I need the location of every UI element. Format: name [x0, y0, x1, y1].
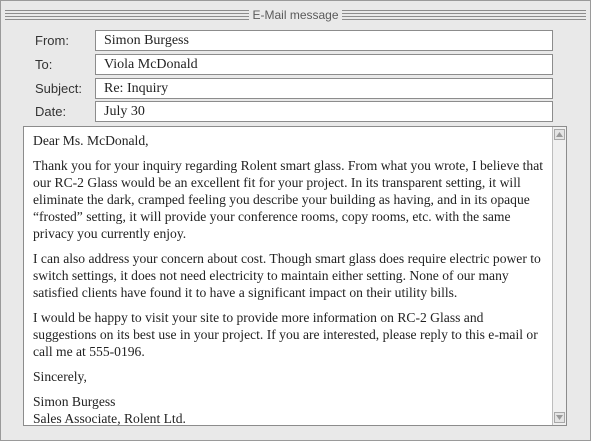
paragraph-1: Thank you for your inquiry regarding Rolent smart glass. From what you wrote, I believe that our RC-2 Glass would be an excellent fit for your project. In its transparent setting, it will eliminate the dark, cramped feeling you describe your building as having, and in its opaque “frosted” setting, it will provide your conference rooms, copy rooms, etc. with the same privacy you currently enjoy. [33, 158, 544, 241]
date-label: Date: [35, 104, 67, 119]
subject-row [25, 78, 553, 99]
date-row [25, 101, 553, 122]
title-stripes-left [5, 10, 249, 21]
message-text [33, 132, 549, 427]
from-label: From: [35, 33, 69, 48]
message-body[interactable] [23, 126, 567, 426]
scroll-down-button[interactable] [554, 412, 565, 423]
from-row [25, 30, 553, 51]
window-title: E-Mail message [249, 8, 341, 22]
title-bar [5, 5, 586, 25]
to-row [25, 54, 553, 75]
subject-label: Subject: [35, 81, 82, 96]
signature-title: Sales Associate, Rolent Ltd. [33, 411, 186, 426]
to-label: To: [35, 57, 53, 72]
signature-name: Simon Burgess [33, 394, 116, 409]
scroll-up-button[interactable] [554, 129, 565, 140]
triangle-up-icon [556, 132, 563, 137]
triangle-down-icon [556, 415, 563, 420]
closing: Sincerely, [33, 369, 87, 384]
to-field[interactable]: Viola McDonald [95, 54, 553, 75]
greeting: Dear Ms. McDonald, [33, 133, 149, 148]
title-stripes-right [342, 10, 586, 21]
date-field[interactable]: July 30 [95, 101, 553, 122]
vertical-scrollbar[interactable] [552, 127, 566, 425]
from-field[interactable]: Simon Burgess [95, 30, 553, 51]
paragraph-3: I would be happy to visit your site to provide more information on RC-2 Glass and suggestions on its best use in your project. If you are interested, please reply to this e-mail or call me at 555-0196. [33, 310, 538, 359]
paragraph-2: I can also address your concern about cost. Though smart glass does require electric power to switch settings, it does not need electricity to maintain either setting. None of our many satisfied clients have found it to have a significant impact on their utility bills. [33, 251, 541, 300]
subject-field[interactable]: Re: Inquiry [95, 78, 553, 99]
